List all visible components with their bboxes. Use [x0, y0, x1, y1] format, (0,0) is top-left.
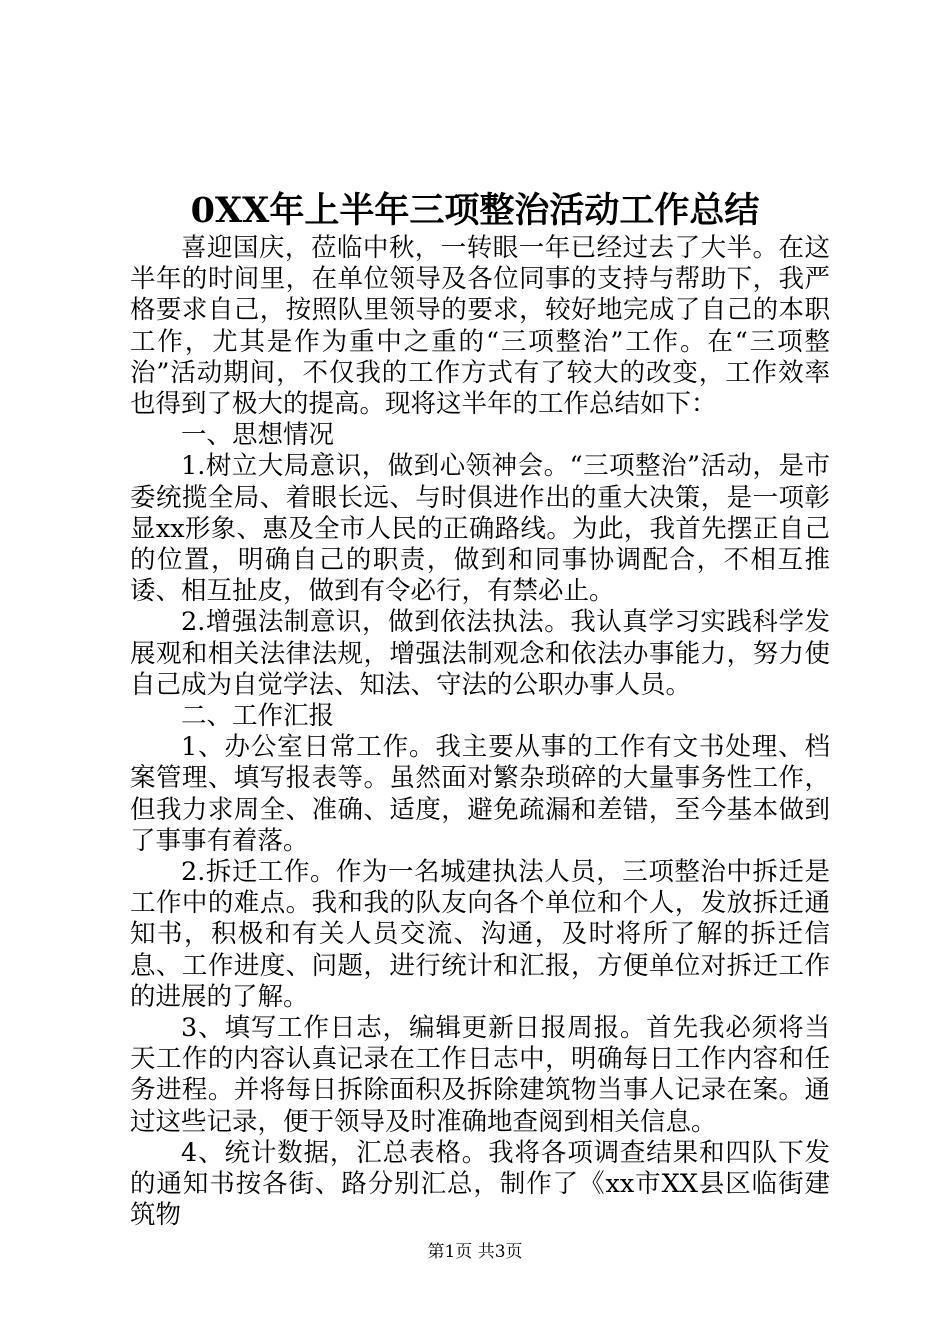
paragraph-work-4: 4、统计数据，汇总表格。我将各项调查结果和四队下发的通知书按各街、路分别汇总，制作了《xx市XX县区临街建筑物	[130, 1137, 830, 1231]
paragraph-work-1: 1、办公室日常工作。我主要从事的工作有文书处理、档案管理、填写报表等。虽然面对繁杂琐碎的大量事务性工作，但我力求周全、准确、适度，避免疏漏和差错，至今基本做到了事事有着落。	[130, 732, 830, 856]
document-title: 0XX年上半年三项整治活动工作总结	[190, 190, 760, 231]
section-heading-work-report: 二、工作汇报	[181, 701, 335, 732]
paragraph-thought-2: 2.增强法制意识，做到依法执法。我认真学习实践科学发展观和相关法律法规，增强法制观念和依法办事能力，努力使自己成为自觉学法、知法、守法的公职办事人员。	[130, 607, 830, 700]
section-heading-thoughts: 一、思想情况	[181, 420, 335, 451]
paragraph-work-3: 3、填写工作日志，编辑更新日报周报。首先我必须将当天工作的内容认真记录在工作日志中，明确每日工作内容和任务进程。并将每日拆除面积及拆除建筑物当事人记录在案。通过这些记录，便于领导及时准确地查阅到相关信息。	[130, 1013, 830, 1137]
paragraph-thought-1: 1.树立大局意识，做到心领神会。“三项整治”活动，是市委统揽全局、着眼长远、与时俱进作出的重大决策，是一项彰显xx形象、惠及全市人民的正确路线。为此，我首先摆正自己的位置，明确自己的职责，做到和同事协调配合，不相互推诿、相互扯皮，做到有令必行，有禁必止。	[130, 451, 830, 607]
paragraph-work-2: 2.拆迁工作。作为一名城建执法人员，三项整治中拆迁是工作中的难点。我和我的队友向各个单位和个人，发放拆迁通知书，积极和有关人员交流、沟通，及时将所了解的拆迁信息、工作进度、问题，进行统计和汇报，方便单位对拆迁工作的进展的了解。	[130, 857, 830, 1012]
paragraph-intro: 喜迎国庆，莅临中秋，一转眼一年已经过去了大半。在这半年的时间里，在单位领导及各位同事的支持与帮助下，我严格要求自己，按照队里领导的要求，较好地完成了自己的本职工作，尤其是作为重中之重的“三项整治”工作。在“三项整治”活动期间，不仅我的工作方式有了较大的改变，工作效率也得到了极大的提高。现将这半年的工作总结如下：	[130, 233, 830, 420]
document-body	[130, 233, 830, 1232]
page-footer: 第1页 共3页	[427, 1242, 523, 1262]
